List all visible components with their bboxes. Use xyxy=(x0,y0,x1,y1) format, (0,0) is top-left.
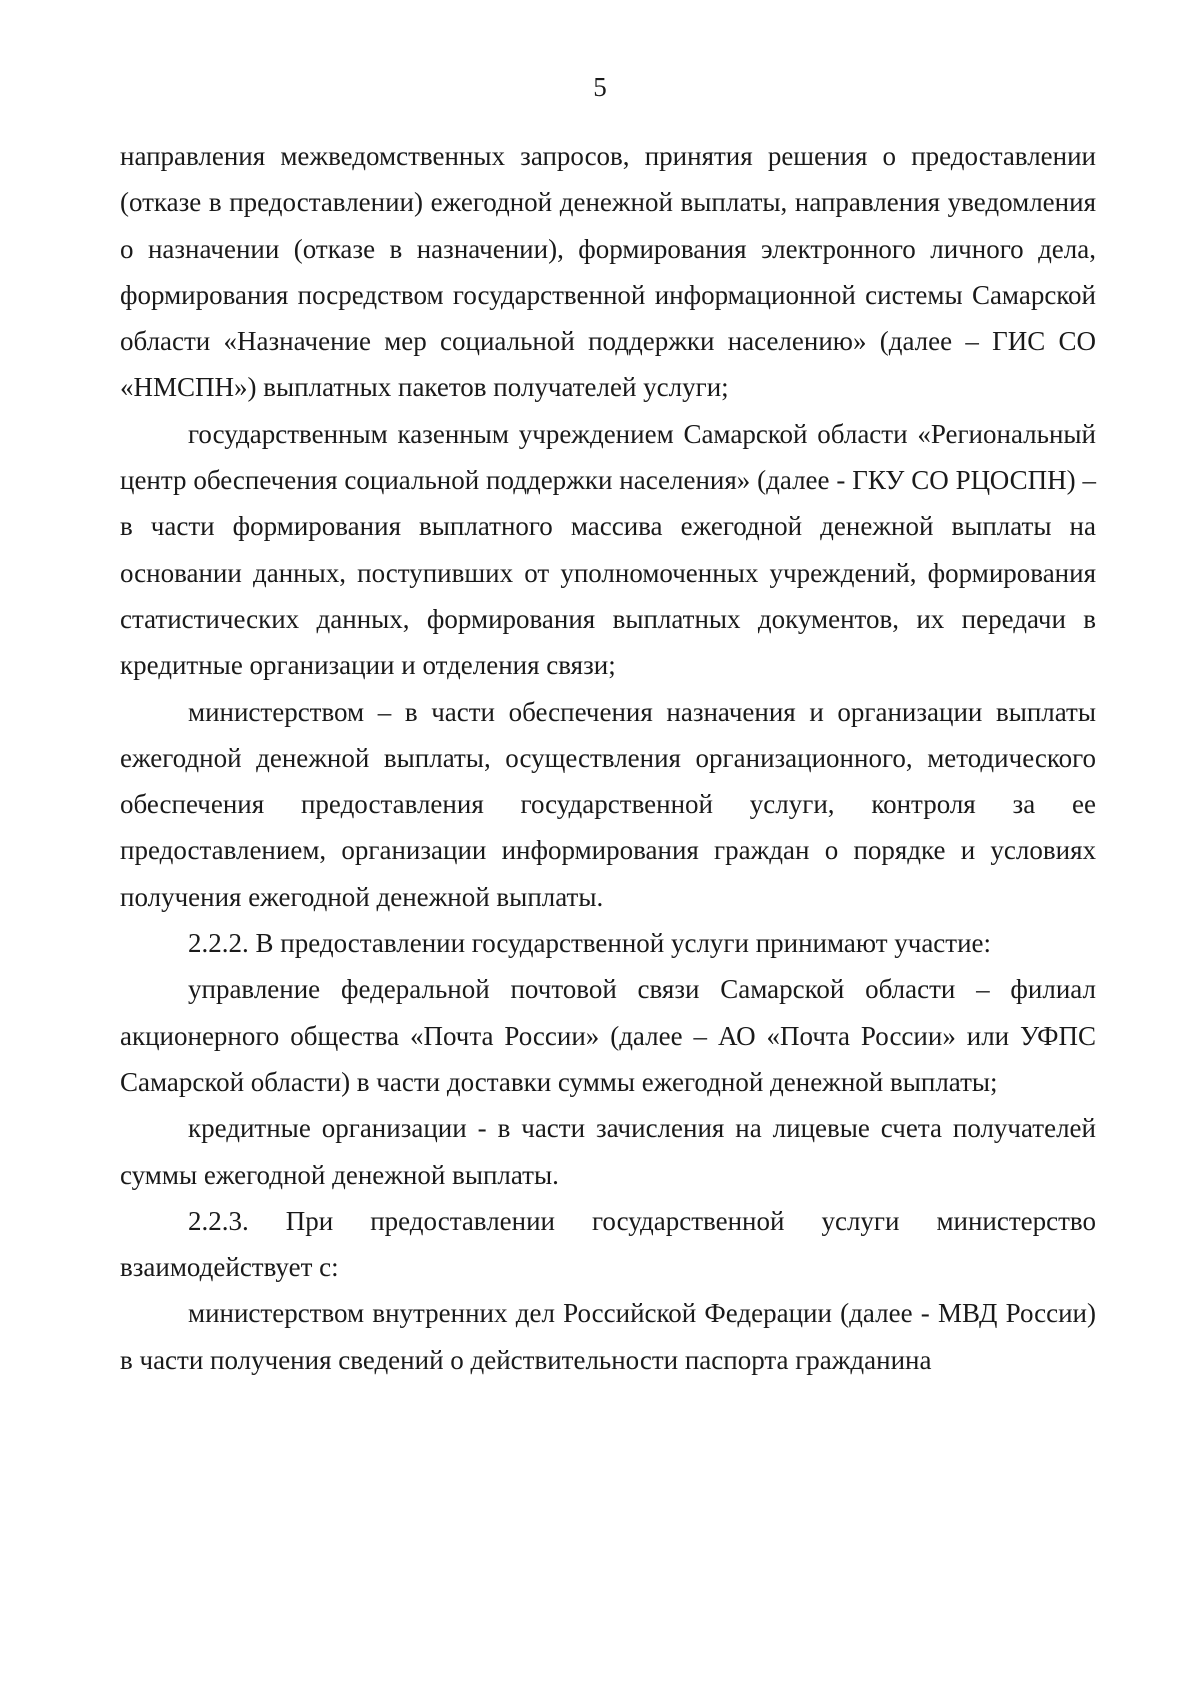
document-body xyxy=(120,133,1096,1383)
paragraph-mvd: министерством внутренних дел Российской Федерации (далее - МВД России) в части получения сведений о действительности паспорта гражданина xyxy=(120,1298,1096,1375)
page-number: 5 xyxy=(593,72,607,102)
paragraph-ministry: министерством – в части обеспечения назначения и организации выплаты ежегодной денежной выплаты, осуществления организационного, методического обеспечения предоставления государственной услуги, контроля за ее предоставлением, организации информирования граждан о порядке и условиях получения ежегодной денежной выплаты. xyxy=(120,696,1096,912)
paragraph-2-2-3: 2.2.3. При предоставлении государственной услуги министерство взаимодействует с: xyxy=(120,1205,1096,1283)
paragraph-continuation: направления межведомственных запросов, принятия решения о предоставлении (отказе в предоставлении) ежегодной денежной выплаты, направления уведомления о назначении (отказе в назначении), формирования электронного личного дела, формирования посредством государственной информационной системы Самарской области «Назначение мер социальной поддержки населению» (далее – ГИС СО «НМСПН») выплатных пакетов получателей услуги; xyxy=(120,141,1096,403)
paragraph-gku-rcospn: государственным казенным учреждением Самарской области «Региональный центр обеспечения социальной поддержки населения» (далее - ГКУ СО РЦОСПН) – в части формирования выплатного массива ежегодной денежной выплаты на основании данных, поступивших от уполномоченных учреждений, формирования статистических данных, формирования выплатных документов, их передачи в кредитные организации и отделения связи; xyxy=(120,418,1096,681)
paragraph-ufps: управление федеральной почтовой связи Самарской области – филиал акционерного общества «Почта России» (далее – АО «Почта России» или УФПС Самарской области) в части доставки суммы ежегодной денежной выплаты; xyxy=(120,974,1096,1097)
paragraph-2-2-2: 2.2.2. В предоставлении государственной услуги принимают участие: xyxy=(188,928,992,959)
paragraph-credit-orgs: кредитные организации - в части зачисления на лицевые счета получателей суммы ежегодной денежной выплаты. xyxy=(120,1113,1096,1190)
